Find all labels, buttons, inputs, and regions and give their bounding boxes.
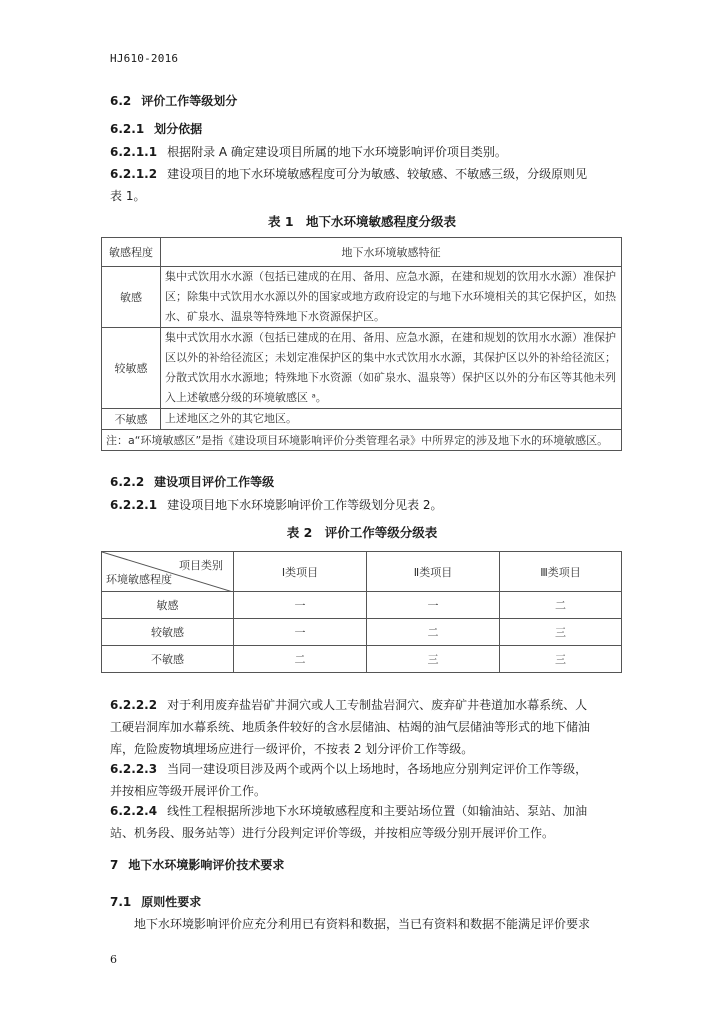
table-cell: 一 — [367, 592, 500, 619]
table1-caption: 表 1 地下水环境敏感程度分级表 — [267, 214, 457, 229]
table-cell-level: 敏感 — [102, 592, 234, 619]
clause-6-2-1-2: 6.2.1.2 建设项目的地下水环境敏感程度可分为敏感、较敏感、不敏感三级，分级原则见 表 1。 — [110, 167, 588, 203]
table-header-cell: 敏感程度 — [102, 238, 161, 267]
clause-6-2-1-1: 6.2.1.1 根据附录 A 确定建设项目所属的地下水环境影响评价项目类别。 — [110, 145, 507, 159]
section-7-1-heading: 7.1 原则性要求 — [110, 895, 202, 909]
corner-label-bottom: 环境敏感程度 — [106, 573, 172, 586]
table-header-cell: Ⅲ类项目 — [500, 552, 622, 592]
clause-6-2-2-2: 6.2.2.2 对于利用废弃盐岩矿井洞穴或人工专制盐岩洞穴、废弃矿井巷道加水幕系统、人 工硬岩洞库加水幕系统、地质条件较好的含水层储油、枯竭的油气层储油等形式的地下储油 库，危险废物填埋场应进行一级评价，不按表 2 划分评价工作等级。 — [110, 698, 591, 756]
table-cell-level: 不敏感 — [102, 409, 161, 430]
table2-evaluation-grading — [101, 551, 622, 673]
table-header-row — [102, 238, 622, 267]
clause-6-2-2-4: 6.2.2.4 线性工程根据所涉地下水环境敏感程度和主要站场位置（如输油站、泵站、加油 站、机务段、服务站等）进行分段判定评价等级，并按相应等级分别开展评价工作。 — [110, 804, 588, 840]
table-header-row — [102, 552, 622, 592]
table-cell: 三 — [500, 646, 622, 673]
table-row — [102, 409, 622, 430]
table-header-cell: 地下水环境敏感特征 — [161, 238, 622, 267]
corner-label-top: 项目类别 — [179, 559, 223, 572]
table-header-cell: Ⅱ类项目 — [367, 552, 500, 592]
table-row — [102, 328, 622, 409]
document-code-header: HJ610-2016 — [110, 52, 179, 65]
table-cell: 三 — [500, 619, 622, 646]
table-cell-desc: 集中式饮用水水源（包括已建成的在用、备用、应急水源，在建和规划的饮用水水源）准保护区以外的补给径流区；未划定准保护区的集中水式饮用水水源，其保护区以外的补给径流区；分散式饮用水水源地；特殊地下水资源（如矿泉水、温泉等）保护区以外的分布区等其他未列入上述敏感分级的环境敏感区 ᵃ。 — [161, 328, 622, 409]
table-cell: 三 — [367, 646, 500, 673]
clause-6-2-2-3: 6.2.2.3 当同一建设项目涉及两个或两个以上场地时，各场地应分别判定评价工作等级， 并按相应等级开展评价工作。 — [110, 762, 588, 798]
table-cell: 二 — [234, 646, 367, 673]
table-cell: 二 — [500, 592, 622, 619]
table-cell-level: 不敏感 — [102, 646, 234, 673]
section-7-1-paragraph: 地下水环境影响评价应充分利用已有资料和数据，当已有资料和数据不能满足评价要求 — [134, 917, 591, 931]
table-row — [102, 646, 622, 673]
page-number: 6 — [110, 953, 117, 966]
table-cell-desc: 上述地区之外的其它地区。 — [161, 409, 622, 430]
table-cell-level: 敏感 — [102, 267, 161, 328]
table-cell: 一 — [234, 619, 367, 646]
section-6-2-heading: 6.2 评价工作等级划分 — [110, 94, 238, 108]
table2-caption: 表 2 评价工作等级分级表 — [286, 525, 438, 540]
section-7-heading: 7 地下水环境影响评价技术要求 — [110, 858, 285, 872]
table-cell-level: 较敏感 — [102, 619, 234, 646]
table-cell: 二 — [367, 619, 500, 646]
table-row — [102, 619, 622, 646]
table-row — [102, 592, 622, 619]
table-cell-level: 较敏感 — [102, 328, 161, 409]
clause-6-2-2-1: 6.2.2.1 建设项目地下水环境影响评价工作等级划分见表 2。 — [110, 498, 443, 512]
table1-sensitivity-grading — [101, 237, 622, 451]
table-note: 注：a“环境敏感区”是指《建设项目环境影响评价分类管理名录》中所界定的涉及地下水的环境敏感区。 — [102, 430, 622, 451]
table-header-cell: Ⅰ类项目 — [234, 552, 367, 592]
table-cell-desc: 集中式饮用水水源（包括已建成的在用、备用、应急水源，在建和规划的饮用水水源）准保护区；除集中式饮用水水源以外的国家或地方政府设定的与地下水环境相关的其它保护区，如热水、矿泉水、温泉等特殊地下水资源保护区。 — [161, 267, 622, 328]
table-corner-cell — [102, 552, 234, 592]
table-note-row — [102, 430, 622, 451]
section-6-2-2-heading: 6.2.2 建设项目评价工作等级 — [110, 475, 275, 489]
section-6-2-1-heading: 6.2.1 划分依据 — [110, 122, 203, 136]
table-row — [102, 267, 622, 328]
table-cell: 一 — [234, 592, 367, 619]
